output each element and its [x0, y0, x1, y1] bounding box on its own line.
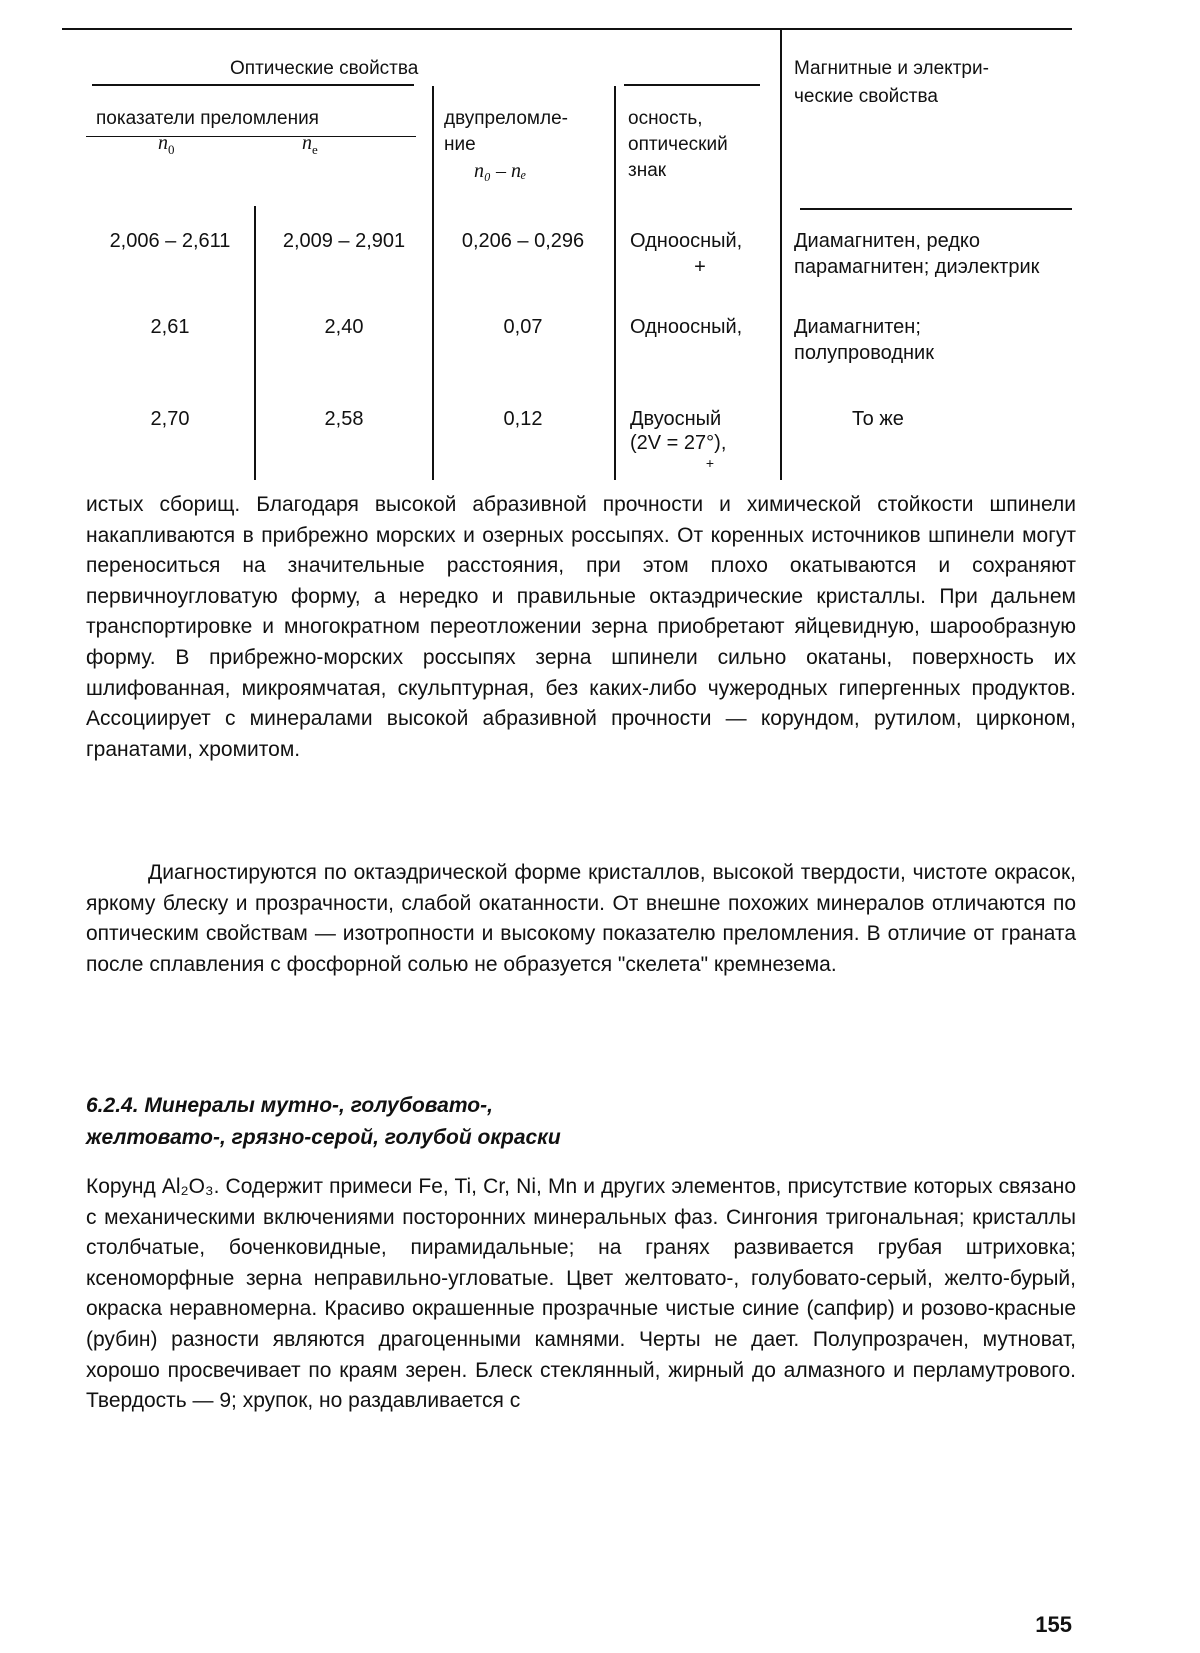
- cell-magnetic: То же: [852, 406, 904, 432]
- header-axiality-line2: оптический: [628, 132, 728, 158]
- cell-n0: 2,70: [90, 406, 250, 432]
- header-optical-rule-right: [624, 84, 760, 86]
- cell-magnetic: Диамагнитен; полупроводник: [794, 314, 1044, 366]
- header-refraction: показатели преломления: [96, 106, 319, 132]
- column-divider-ne: [254, 206, 256, 480]
- column-divider-magnetic: [780, 28, 782, 480]
- header-birefringence-line2: ние: [444, 132, 476, 158]
- header-magnetic-line1: Магнитные и электри-: [794, 56, 989, 82]
- cell-axiality-line2: +: [630, 254, 770, 280]
- cell-n0: 2,006 – 2,611: [90, 228, 250, 254]
- table-top-rule: [62, 28, 1072, 30]
- symbol-n0: n0: [158, 132, 175, 158]
- cell-ne: 2,58: [262, 406, 426, 432]
- paragraph-distribution: истых сборищ. Благодаря высокой абразивной прочности и химической стойкости шпинели накапливаются в прибрежно морских и озерных россыпях. От коренных источников шпинели могут переноситься на значительные расстояния, при этом плохо окатываются и сохраняют первичноугловатую форму, а нередко и правильные октаэдрические кристаллы. При дальнем транспортировке и многократном переотложении зерна приобретают яйцевидную, шарообразную форму. В прибрежно-морских россыпях зерна шпинели сильно окатаны, поверхность их шлифованная, микроямчатая, скульптурная, без каких-либо чужеродных гипергенных продуктов. Ассоциирует с минералами высокой абразивной прочности — корундом, рутилом, цирконом, гранатами, хромитом.: [86, 490, 1076, 765]
- cell-birefringence: 0,12: [438, 406, 608, 432]
- paragraph-corundum: Корунд Al₂O₃. Содержит примеси Fe, Ti, Cr, Ni, Mn и других элементов, присутствие которых связано с механическими включениями посторонних минеральных фаз. Сингония тригональная; кристаллы столбчатые, боченковидные, пирамидальные; на гранях развивается грубая штриховка; ксеноморфные зерна неправильно-угловатые. Цвет желтовато-, голубовато-серый, желто-бурый, окраска неравномерна. Красиво окрашенные прозрачные чистые синие (сапфир) и розово-красные (рубин) разности являются драгоценными камнями. Черты не дает. Полупрозрачен, мутноват, хорошо просвечивает по краям зерен. Блеск стеклянный, жирный до алмазного и перламутрового. Твердость — 9; хрупок, но раздавливается с: [86, 1172, 1076, 1417]
- header-refraction-rule: [86, 136, 416, 137]
- cell-birefringence: 0,07: [438, 314, 608, 340]
- section-heading: [86, 1090, 1076, 1154]
- cell-axiality-line1: Одноосный,: [630, 228, 742, 254]
- header-optical: Оптические свойства: [230, 56, 418, 82]
- header-birefringence-formula: n₀ – nₑ: [474, 160, 526, 183]
- header-magnetic-line2: ческие свойства: [794, 84, 938, 110]
- cell-ne: 2,009 – 2,901: [262, 228, 426, 254]
- cell-axiality-line1: Двуосный: [630, 406, 721, 432]
- cell-axiality-line3: +: [630, 454, 790, 472]
- column-divider-axiality: [614, 86, 616, 480]
- header-birefringence-line1: двупреломле-: [444, 106, 568, 132]
- cell-birefringence: 0,206 – 0,296: [438, 228, 608, 254]
- header-axiality-line3: знак: [628, 158, 666, 184]
- header-magnetic-rule: [800, 208, 1072, 210]
- header-axiality-line1: осность,: [628, 106, 703, 132]
- book-page: [0, 0, 1200, 1653]
- paragraph-diagnostics: Диагностируются по октаэдрической форме кристаллов, высокой твердости, чистоте окрасок, яркому блеску и прозрачности, слабой окатанности. От внешне похожих минералов отличаются по оптическим свойствам — изотропности и высокому показателю преломления. В отличие от граната после сплавления с фосфорной солью не образуется "скелета" кремнезема.: [86, 858, 1076, 980]
- cell-ne: 2,40: [262, 314, 426, 340]
- cell-axiality-line2: (2V = 27°),: [630, 430, 726, 456]
- page-number: 155: [1035, 1612, 1072, 1638]
- header-optical-rule: [92, 84, 414, 86]
- cell-axiality-line1: Одноосный,: [630, 314, 742, 340]
- symbol-ne: ne: [302, 132, 318, 158]
- cell-magnetic: Диамагнитен, редко парамагнитен; диэлектрик: [794, 228, 1044, 280]
- section-heading-line1: 6.2.4. Минералы мутно-, голубовато-,: [86, 1090, 1076, 1122]
- column-divider-birefringence: [432, 86, 434, 480]
- cell-n0: 2,61: [90, 314, 250, 340]
- section-heading-line2: желтовато-, грязно-серой, голубой окраски: [86, 1122, 1076, 1154]
